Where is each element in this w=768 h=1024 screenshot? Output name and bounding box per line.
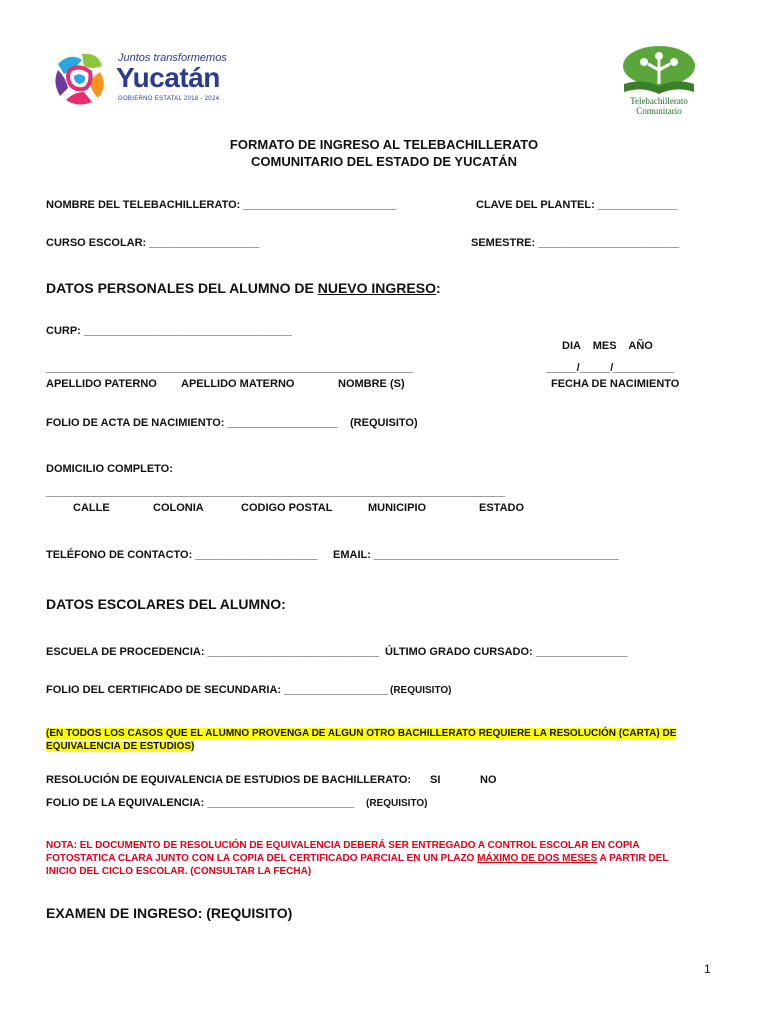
- label-estado: ESTADO: [479, 502, 525, 514]
- secondary-certificate-folio-field[interactable]: FOLIO DEL CERTIFICADO DE SECUNDARIA: _________________: [46, 684, 389, 696]
- label-colonia: COLONIA: [153, 502, 204, 514]
- equivalence-highlight-note: (EN TODOS LOS CASOS QUE EL ALUMNO PROVENGA DE ALGUN OTRO BACHILLERATO REQUIERE LA RESOLUCIÓN (CARTA) DE EQUIVALENCIA DE ESTUDIOS): [46, 728, 677, 752]
- certificate-folio-requirement: (REQUISITO): [390, 685, 452, 696]
- previous-school-field[interactable]: ESCUELA DE PROCEDENCIA: ____________________________: [46, 646, 379, 658]
- label-nombre: NOMBRE (S): [338, 378, 405, 390]
- birthdate-header: DIA MES AÑO: [562, 340, 653, 352]
- label-municipio: MUNICIPIO: [368, 502, 427, 514]
- personal-data-heading: DATOS PERSONALES DEL ALUMNO DE NUEVO INGRESO:: [46, 280, 441, 296]
- last-grade-field[interactable]: ÚLTIMO GRADO CURSADO: _______________: [385, 646, 628, 658]
- equivalence-no-option[interactable]: NO: [480, 774, 497, 786]
- equivalence-resolution-label: RESOLUCIÓN DE EQUIVALENCIA DE ESTUDIOS DE BACHILLERATO:: [46, 774, 412, 786]
- page-number: 1: [704, 962, 711, 976]
- birth-certificate-folio-field[interactable]: FOLIO DE ACTA DE NACIMIENTO: __________________: [46, 417, 338, 429]
- logo-line1: Telebachillerato: [630, 96, 688, 106]
- equivalence-deadline-note: NOTA: EL DOCUMENTO DE RESOLUCIÓN DE EQUIVALENCIA DEBERÁ SER ENTREGADO A CONTROL ESCOLAR EN COPIA FOTOSTATICA CLARA JUNTO CON LA COPIA DEL CERTIFICADO PARCIAL EN UN PLAZO MÁXIMO DE DOS MESES A PARTIR DEL INICIO DEL CICLO ESCOLAR. (CONSULTAR LA FECHA): [46, 840, 669, 877]
- label-calle: CALLE: [73, 502, 110, 514]
- logo-name: Yucatán: [116, 62, 220, 93]
- label-apellido-materno: APELLIDO MATERNO: [181, 378, 295, 390]
- label-codigo-postal: CODIGO POSTAL: [241, 502, 333, 514]
- logo-line2: Comunitario: [636, 106, 682, 116]
- curp-field[interactable]: CURP: __________________________________: [46, 325, 292, 337]
- semester-field[interactable]: SEMESTRE: _______________________: [471, 237, 679, 249]
- entrance-exam-heading: EXAMEN DE INGRESO: (REQUISITO): [46, 905, 293, 921]
- plantel-code-field[interactable]: CLAVE DEL PLANTEL: _____________: [476, 199, 678, 211]
- birth-folio-requirement: (REQUISITO): [350, 417, 418, 429]
- birthdate-field[interactable]: _____/_____/__________: [546, 362, 675, 374]
- logo-subtitle: GOBIERNO ESTATAL 2018 - 2024: [118, 96, 220, 102]
- email-field[interactable]: EMAIL: ________________________________________: [333, 549, 619, 561]
- equivalence-folio-requirement: (REQUISITO): [366, 798, 428, 809]
- yucatan-emblem-icon: [52, 50, 108, 108]
- yucatan-logo: [52, 48, 252, 110]
- phone-field[interactable]: TELÉFONO DE CONTACTO: ____________________: [46, 549, 318, 561]
- equivalence-yes-option[interactable]: SI: [430, 774, 441, 786]
- full-name-field[interactable]: ____________________________________________________________: [46, 362, 414, 374]
- school-year-field[interactable]: CURSO ESCOLAR: __________________: [46, 237, 260, 249]
- telebachillerato-name-field[interactable]: NOMBRE DEL TELEBACHILLERATO: _________________________: [46, 199, 397, 211]
- address-label: DOMICILIO COMPLETO:: [46, 463, 173, 475]
- label-apellido-paterno: APELLIDO PATERNO: [46, 378, 157, 390]
- tree-book-icon: [614, 44, 704, 96]
- telebachillerato-logo: [604, 44, 714, 120]
- logo-tagline: Juntos transformemos: [118, 52, 227, 64]
- address-field[interactable]: ___________________________________________________________________________: [46, 486, 505, 498]
- label-fecha-nacimiento: FECHA DE NACIMIENTO: [551, 378, 680, 390]
- form-title-line1: FORMATO DE INGRESO AL TELEBACHILLERATO: [229, 137, 539, 152]
- school-data-heading: DATOS ESCOLARES DEL ALUMNO:: [46, 596, 286, 612]
- equivalence-folio-field[interactable]: FOLIO DE LA EQUIVALENCIA: ________________________: [46, 797, 355, 809]
- form-title-line2: COMUNITARIO DEL ESTADO DE YUCATÁN: [250, 154, 518, 169]
